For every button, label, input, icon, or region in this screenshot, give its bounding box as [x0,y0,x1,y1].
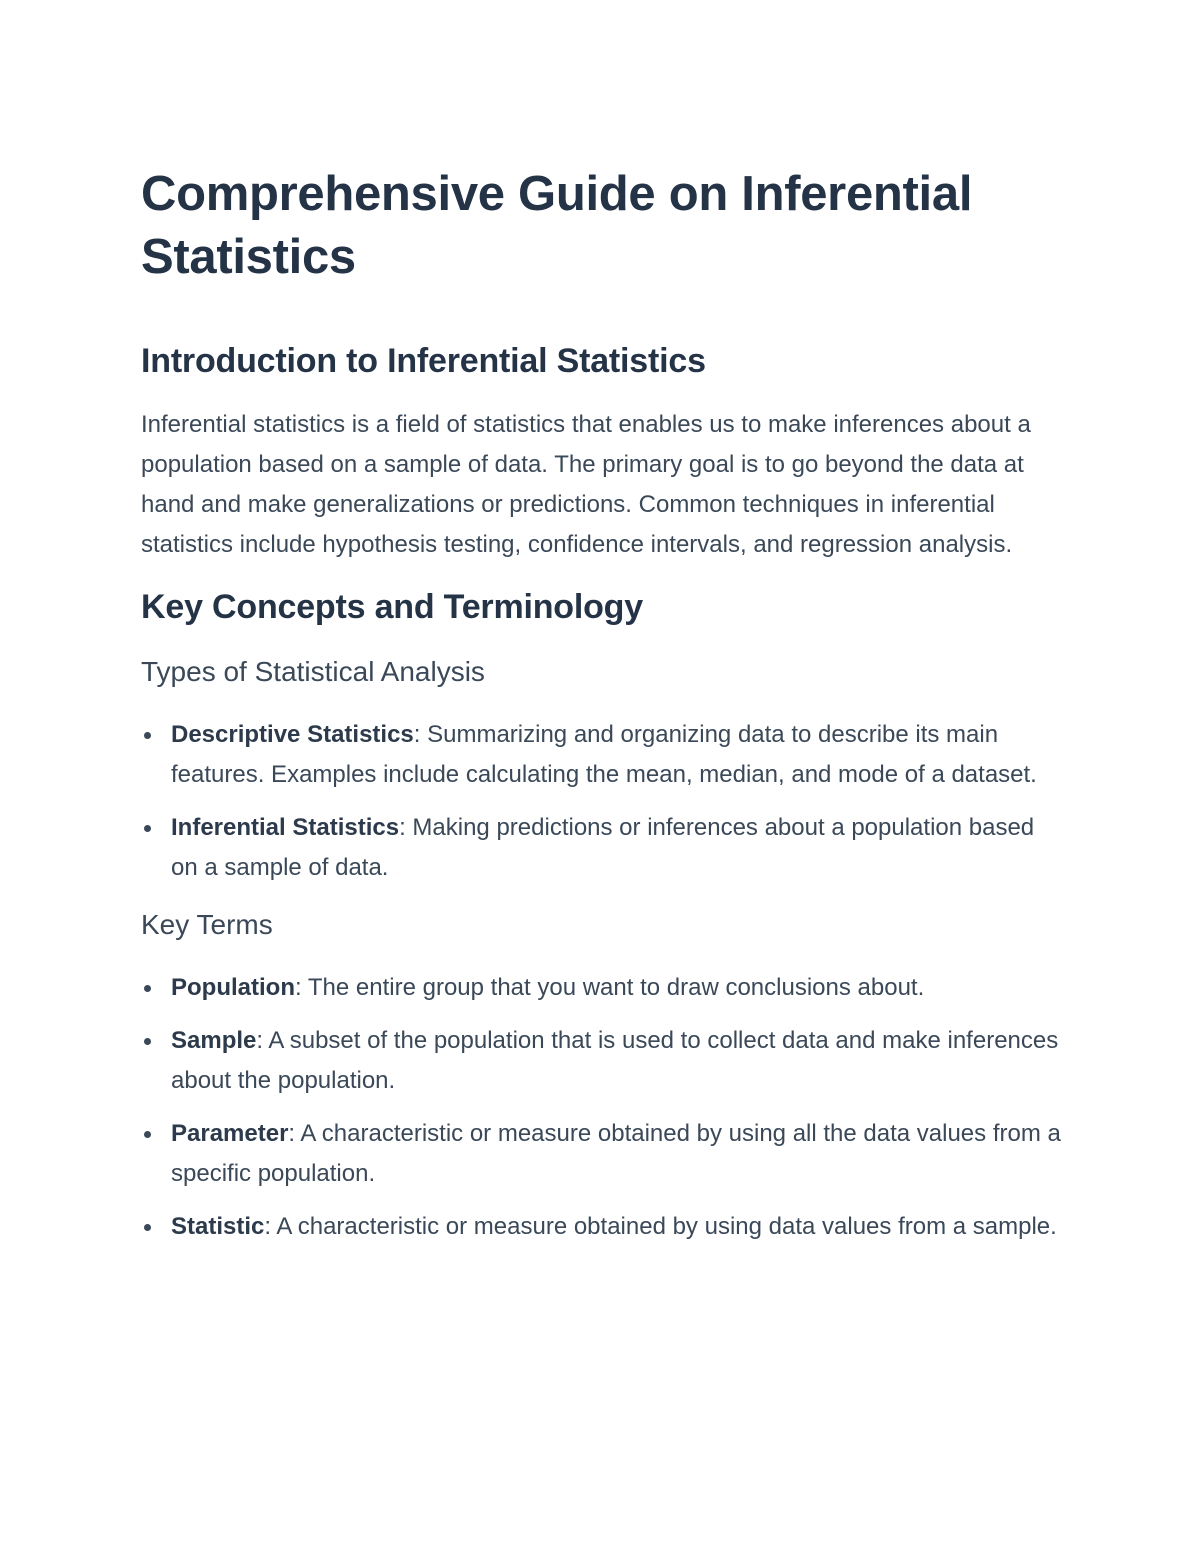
list-item-term: Statistic [171,1213,265,1240]
document-page [141,163,1066,1247]
list-item-term: Descriptive Statistics [171,721,414,748]
list-item-definition: : Summarizing and organizing data to describe its main features. Examples include calculating the mean, median, and mode of a dataset. [171,721,1037,788]
list-item-term: Inferential Statistics [171,814,400,841]
list-item-definition: : A characteristic or measure obtained by using data values from a sample. [264,1213,1057,1240]
list-item-term: Population [171,974,295,1001]
list-item-term: Sample [171,1027,257,1054]
list-item [141,1021,1066,1101]
list-item [141,1114,1066,1194]
list-item-term: Parameter [171,1120,289,1147]
list-item-definition: : A subset of the population that is used to collect data and make inferences about the population. [171,1027,1059,1094]
key-terms-heading: Key Terms [141,909,273,940]
list-item-definition: : Making predictions or inferences about a population based on a sample of data. [171,814,1035,881]
intro-heading: Introduction to Inferential Statistics [141,342,706,380]
key-concepts-heading: Key Concepts and Terminology [141,588,643,626]
bullet-icon [144,732,151,739]
list-item [141,715,1066,795]
page-title: Comprehensive Guide on Inferential Statistics [141,167,973,284]
types-heading: Types of Statistical Analysis [141,656,485,687]
list-item [141,808,1066,888]
list-item-definition: : A characteristic or measure obtained by using all the data values from a specific population. [171,1120,1061,1187]
bullet-icon [144,1038,151,1045]
bullet-icon [144,825,151,832]
intro-paragraph: Inferential statistics is a field of statistics that enables us to make inferences about a population based on a sample of data. The primary goal is to go beyond the data at hand and make generalizations or predictions. Common techniques in inferential statistics include hypothesis testing, confidence intervals, and regression analysis. [141,411,1031,558]
list-item-definition: : The entire group that you want to draw conclusions about. [294,974,925,1001]
bullet-icon [144,985,151,992]
types-list [141,715,1066,888]
list-item [141,1207,1066,1247]
key-terms-list [141,968,1066,1247]
list-item [141,968,1066,1008]
bullet-icon [144,1131,151,1138]
bullet-icon [144,1224,151,1231]
